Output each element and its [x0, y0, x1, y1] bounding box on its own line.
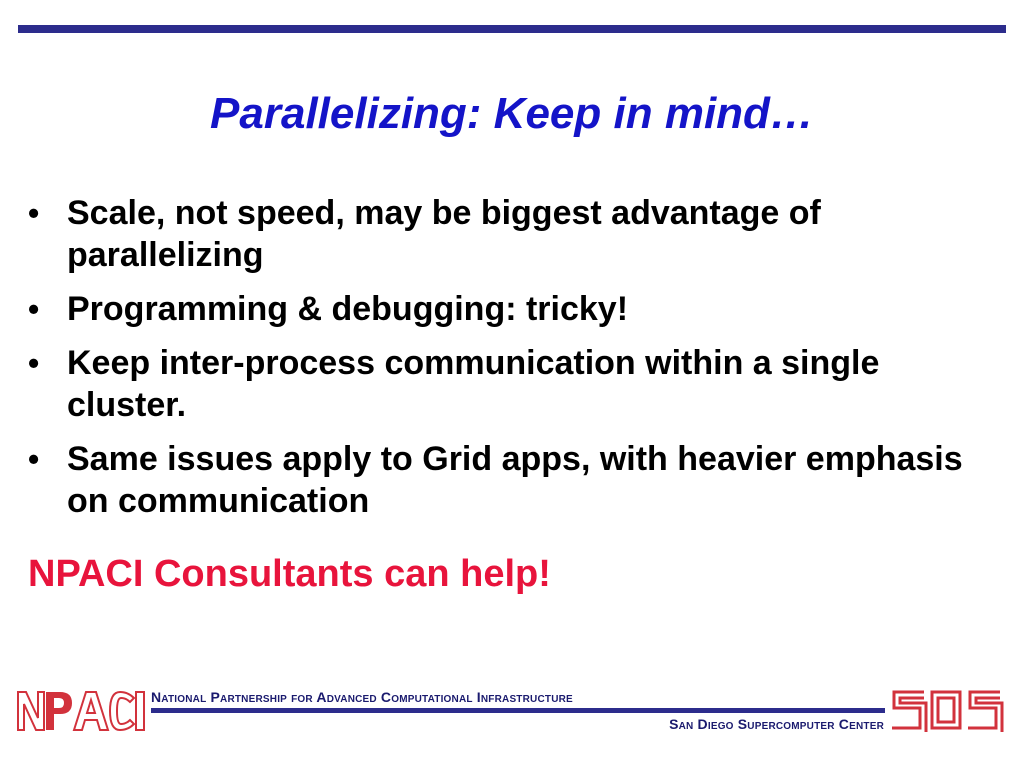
bullet-marker: • [28, 441, 40, 477]
bullet-marker: • [28, 195, 40, 231]
footer-center-name: San Diego Supercomputer Center [669, 716, 884, 732]
bullet-item [28, 342, 988, 426]
bullet-item [28, 192, 988, 276]
footer-organization: National Partnership for Advanced Computational Infrastructure [151, 689, 573, 705]
bullet-text: Programming & debugging: tricky! [67, 290, 629, 328]
bullet-text: Keep inter-process communication within a single cluster. [67, 344, 880, 424]
bullet-marker: • [28, 345, 40, 381]
bullet-marker: • [28, 291, 40, 327]
top-rule [18, 25, 1006, 33]
slide-title: Parallelizing: Keep in mind… [210, 89, 814, 138]
callout-text: NPACI Consultants can help! [28, 553, 551, 595]
bullet-text: Same issues apply to Grid apps, with heavier emphasis on communication [67, 440, 963, 520]
sdsc-logo [890, 688, 1008, 732]
bullet-item [28, 438, 988, 522]
footer-rule [151, 708, 885, 713]
npaci-logo [16, 688, 148, 732]
bullet-item [28, 288, 988, 330]
bullet-list [28, 192, 988, 534]
bullet-text: Scale, not speed, may be biggest advantage of parallelizing [67, 194, 821, 274]
